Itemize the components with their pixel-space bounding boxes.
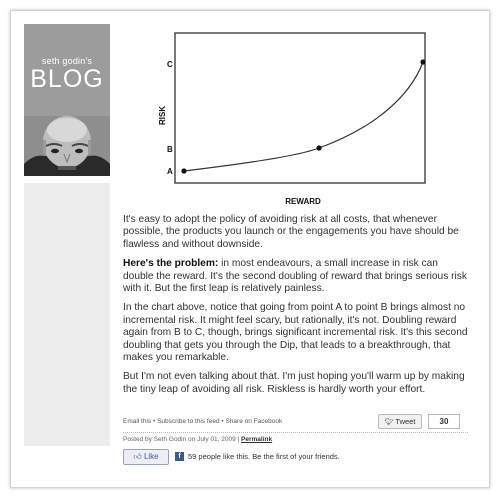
paragraph-2-text: in most endeavours, a small increase in risk can double the reward. It's the second doubling of reward that brings serious risk with it. But the first leap is relatively painless. <box>123 258 467 295</box>
bird-icon: 🐦︎ <box>384 419 394 426</box>
sidebar-panel <box>24 183 110 446</box>
blog-title-big: BLOG <box>30 65 104 93</box>
problem-heading: Here's the problem: <box>123 258 219 270</box>
like-label: Like <box>143 452 159 461</box>
article-body <box>123 214 468 403</box>
data-point-b <box>316 145 321 150</box>
blog-title <box>24 56 110 92</box>
paragraph-2 <box>123 258 468 295</box>
link-separator: • <box>151 418 158 425</box>
x-axis-label: REWARD <box>285 197 321 206</box>
share-links <box>123 418 282 425</box>
tick-label-b: B <box>167 145 173 154</box>
posted-by-text: Posted by Seth Godin on July 01, 2009 | <box>123 436 242 443</box>
like-button[interactable] <box>123 449 169 465</box>
y-axis-label: RISK <box>158 105 167 125</box>
thumbs-up-icon: 👍︎ <box>133 452 142 461</box>
blog-title-small: seth godin's <box>41 56 93 66</box>
facebook-share-link[interactable]: Share on Facebook <box>225 418 283 425</box>
blog-header-logo[interactable] <box>24 24 110 176</box>
email-link[interactable]: Email this <box>123 418 152 425</box>
paragraph-1: It's easy to adopt the policy of avoiding risk at all costs, that whenever possible, the products you launch or the engagements you have should be flawless and without downside. <box>123 214 459 250</box>
blog-post-frame <box>10 10 490 488</box>
like-count-text: 59 people like this. Be the first of your friends. <box>188 452 340 461</box>
link-separator: • <box>219 418 226 425</box>
tweet-label: Tweet <box>395 417 416 426</box>
data-point-c <box>420 59 425 64</box>
author-photo <box>24 116 110 176</box>
data-point-a <box>181 168 186 173</box>
permalink[interactable]: Permalink <box>241 436 273 443</box>
risk-reward-chart <box>151 29 431 209</box>
tick-label-a: A <box>167 167 173 176</box>
post-meta <box>123 436 272 443</box>
footer-divider <box>123 432 468 433</box>
subscribe-link[interactable]: Subscribe to this feed <box>157 418 220 425</box>
paragraph-4: But I'm not even talking about that. I'm just hoping you'll warm up by making the tiny leap of avoiding all risk. Riskless is hardly worth your effort. <box>123 371 465 395</box>
tick-label-c: C <box>167 60 173 69</box>
facebook-icon: f <box>175 452 184 461</box>
paragraph-3: In the chart above, notice that going from point A to point B brings almost no incremental risk. It might feel scary, but rationally, it's not. Doubling reward again from B to C, though, brings significant incremental risk. It's this second doubling that gets you through the Dip, that leads to a breakthrough, that makes you remarkable. <box>123 302 468 364</box>
tweet-button[interactable] <box>378 414 422 429</box>
plot-area <box>175 33 425 183</box>
tweet-count: 30 <box>428 414 460 429</box>
